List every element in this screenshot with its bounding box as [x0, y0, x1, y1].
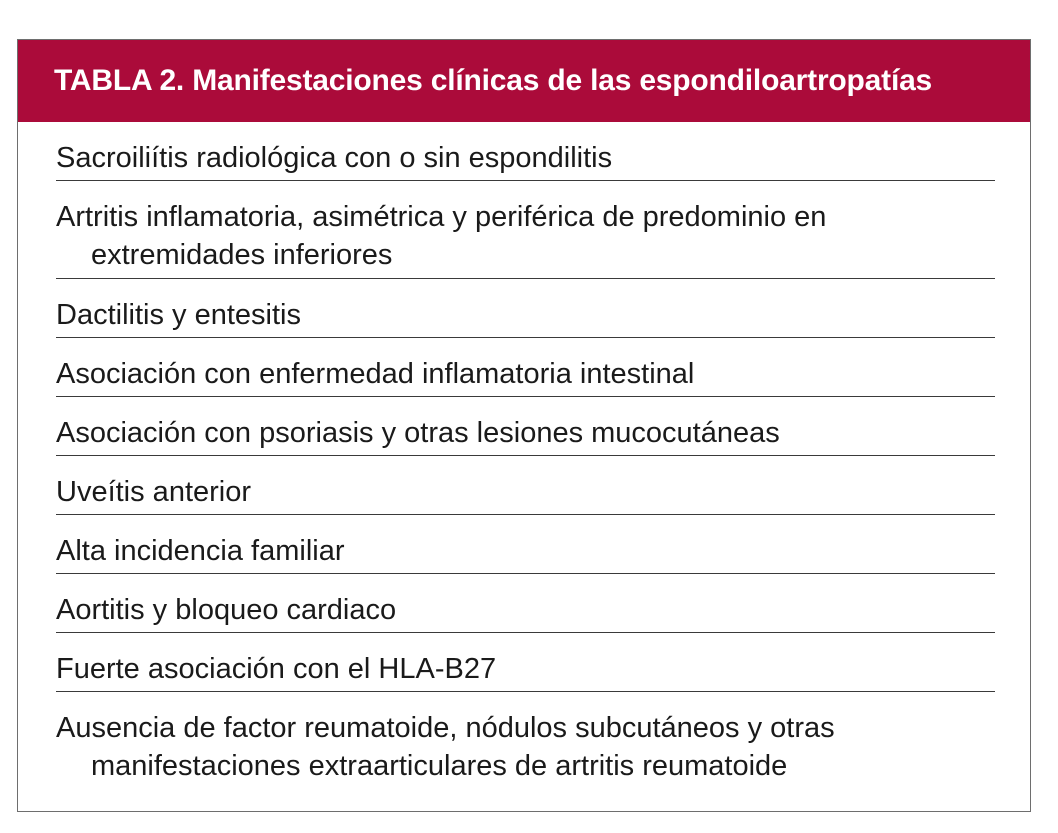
row-text: Uveítis anterior: [56, 476, 252, 508]
table-row: [56, 633, 995, 692]
row-text: Artritis inflamatoria, asimétrica y periférica de predominio en: [56, 201, 827, 233]
table-row: [56, 181, 995, 279]
row-text: Asociación con psoriasis y otras lesiones mucocutáneas: [56, 417, 780, 449]
table-title: TABLA 2. Manifestaciones clínicas de las espondiloartropatías: [54, 64, 933, 97]
table-row: [56, 574, 995, 633]
row-text: Asociación con enfermedad inflamatoria intestinal: [56, 358, 695, 390]
clinical-manifestations-table: [17, 39, 1031, 812]
table-row: [56, 338, 995, 397]
table-row: [56, 279, 995, 338]
table-row: [56, 692, 995, 790]
table-row: [56, 456, 995, 515]
table-row: [56, 397, 995, 456]
row-text: Fuerte asociación con el HLA-B27: [56, 653, 497, 685]
row-text: Aortitis y bloqueo cardiaco: [56, 594, 397, 626]
row-text: Sacroiliítis radiológica con o sin espondilitis: [56, 142, 613, 174]
row-text: Alta incidencia familiar: [56, 535, 345, 567]
table-rows: [56, 122, 995, 790]
row-text: Ausencia de factor reumatoide, nódulos subcutáneos y otras: [56, 712, 835, 744]
table-header: [18, 40, 1030, 122]
row-text: Dactilitis y entesitis: [56, 299, 301, 331]
table-row: [56, 122, 995, 181]
row-text-continuation: manifestaciones extraarticulares de artritis reumatoide: [91, 750, 788, 782]
table-row: [56, 515, 995, 574]
row-text-continuation: extremidades inferiores: [91, 239, 393, 271]
